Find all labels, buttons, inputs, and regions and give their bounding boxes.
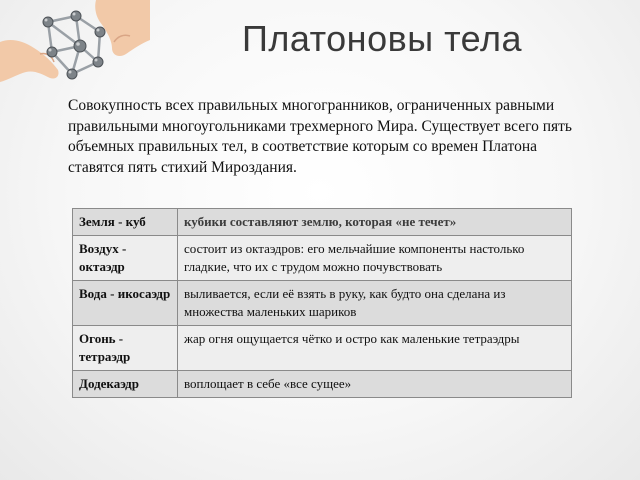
element-name: Земля - куб xyxy=(73,209,178,236)
element-description: выливается, если её взять в руку, как будто она сделана из множества маленьких шариков xyxy=(178,281,572,326)
element-name: Огонь - тетраэдр xyxy=(73,326,178,371)
table-row xyxy=(73,281,572,326)
table-row xyxy=(73,209,572,236)
element-description: жар огня ощущается чётко и остро как маленькие тетраэдры xyxy=(178,326,572,371)
element-description: состоит из октаэдров: его мельчайшие компоненты настолько гладкие, что их с трудом можно почувствовать xyxy=(178,236,572,281)
table-row xyxy=(73,236,572,281)
element-description: кубики составляют землю, которая «не течет» xyxy=(178,209,572,236)
element-name: Вода - икосаэдр xyxy=(73,281,178,326)
table-row xyxy=(73,371,572,398)
element-name: Додекаэдр xyxy=(73,371,178,398)
element-description: воплощает в себе «все сущее» xyxy=(178,371,572,398)
slide-title: Платоновы тела xyxy=(241,18,523,59)
table-row xyxy=(73,326,572,371)
intro-paragraph: Совокупность всех правильных многогранников, ограниченных равными правильными многоугольниками трехмерного Мира. Существует всего пять объемных правильных тел, в соответствие которым со времен Платона ставятся пять стихий Мироздания. xyxy=(68,97,572,176)
molecule-model-icon xyxy=(0,0,150,100)
elements-table xyxy=(72,208,572,398)
element-name: Воздух - октаэдр xyxy=(73,236,178,281)
